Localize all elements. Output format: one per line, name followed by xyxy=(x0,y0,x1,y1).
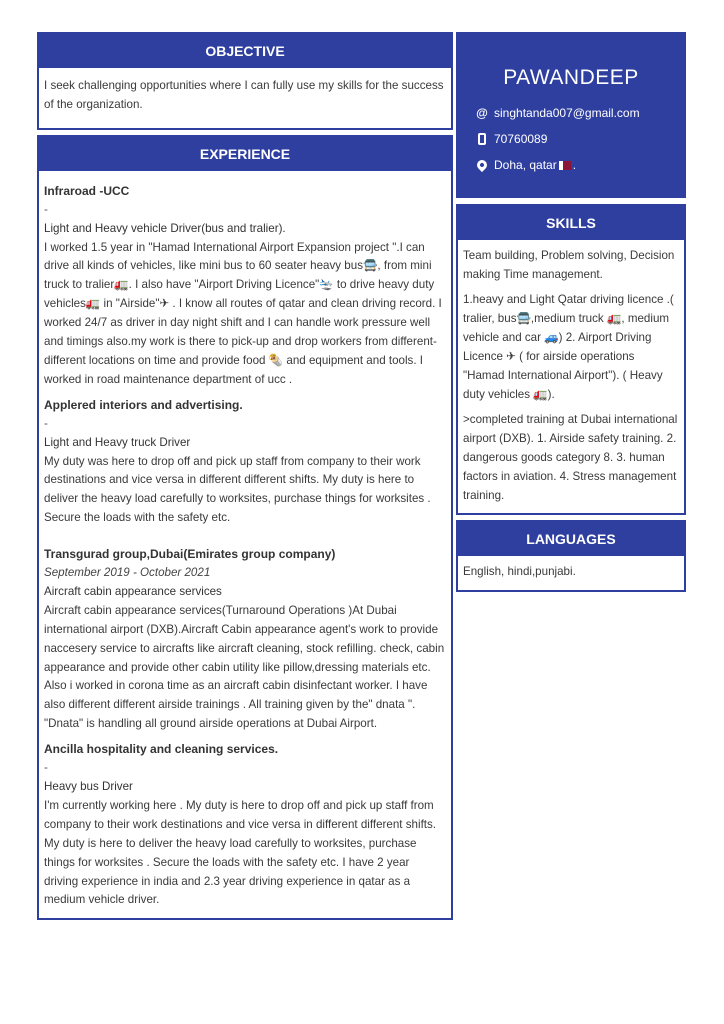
skills-heading: SKILLS xyxy=(458,206,684,240)
job-entry xyxy=(44,740,445,910)
languages-text: English, hindi,punjabi. xyxy=(463,565,576,578)
experience-heading: EXPERIENCE xyxy=(39,137,451,171)
profile-card xyxy=(456,32,686,198)
skills-section xyxy=(456,204,686,515)
left-column xyxy=(37,32,453,925)
job-role: Heavy bus Driver xyxy=(44,780,133,793)
email-text[interactable]: singhtanda007@gmail.com xyxy=(494,106,640,120)
location-row xyxy=(474,152,686,178)
job-entry xyxy=(44,182,445,390)
job-company: Ancilla hospitality and cleaning services. xyxy=(44,742,279,757)
at-icon: @ xyxy=(476,106,488,120)
skill-paragraph: Team building, Problem solving, Decision making Time management. xyxy=(463,249,675,281)
job-description: Aircraft cabin appearance services(Turnaround Operations )At Dubai international airport (DXB).Aircraft Cabin appearance agent's work to provide naccesery service to aircrafts like aircraft cleaning, stock refilling. check, cabin appearance and provide other cabin utility like pillow,dressing materials etc. Also i worked in corona time as an aircraft cabin disinfectant worker. I have also different different airside trainings . All training given by the" dnata ". "Dnata" is handling all ground airside operations at Dubai Airport. xyxy=(44,603,445,731)
phone-row xyxy=(474,126,686,152)
skills-body xyxy=(458,240,684,513)
job-entry xyxy=(44,545,445,734)
email-row xyxy=(474,100,686,126)
job-date: - xyxy=(44,202,48,216)
objective-section xyxy=(37,32,453,130)
objective-heading: OBJECTIVE xyxy=(39,34,451,68)
job-company: Transgurad group,Dubai(Emirates group company) xyxy=(44,547,336,562)
job-company: Applered interiors and advertising. xyxy=(44,397,243,412)
location-suffix: . xyxy=(572,158,577,172)
qatar-flag-icon xyxy=(559,161,571,170)
job-role: Light and Heavy vehicle Driver(bus and tralier). xyxy=(44,221,286,235)
job-role: Aircraft cabin appearance services xyxy=(44,584,222,598)
job-date: - xyxy=(44,416,48,430)
languages-section xyxy=(456,520,686,592)
profile-name: PAWANDEEP xyxy=(503,66,639,89)
location-pin-icon xyxy=(474,160,490,170)
location-text: Doha, qatar xyxy=(494,158,557,172)
objective-text: I seek challenging opportunities where I can fully use my skills for the success of the organization. xyxy=(44,79,444,111)
languages-heading: LANGUAGES xyxy=(458,522,684,556)
job-date: - xyxy=(44,761,48,775)
spacer xyxy=(44,528,445,542)
experience-section xyxy=(37,135,453,921)
right-column xyxy=(456,32,686,597)
job-description: I'm currently working here . My duty is here to drop off and pick up staff from company to their work destinations and vice versa in different different shifts. My duty is here to deliver the heavy load carefully to worksites, purchase things for worksites . Secure the loads with the safety etc. I have 2 year driving experience in india and 2.3 year driving experience in qatar as a medium vehicle driver. xyxy=(44,798,437,907)
job-role: Light and Heavy truck Driver xyxy=(44,435,191,449)
skill-paragraph: >completed training at Dubai international airport (DXB). 1. Airside safety training. 2. dangerous goods category 8. 3. human factors in aviation. 4. Stress management training. xyxy=(463,413,678,502)
experience-body xyxy=(39,171,451,919)
job-description: My duty was here to drop off and pick up staff from company to their work destinations and vice versa in different different shifts. My duty is here to deliver the heavy load carefully to worksites, purchase things for worksites . Secure the loads with the safety etc. xyxy=(44,454,431,525)
job-description: I worked 1.5 year in "Hamad International Airport Expansion project ".I can drive all kinds of vehicles, like mini bus to 60 seater heavy bus🚍, from mini truck to tralier🚛. I also have "Airport Driving Licence"🛬 to drive heavy duty vehicles🚛 in "Airside"✈ . I know all routes of qatar and clean driving record. I worked 24/7 as driver in day night shift and I can handle work pressure well and timings also.my work is there to pick-up and drop workers from different-different locations on time and provide food 🌯 and equipment and tools. I worked in road maintenance department of ucc . xyxy=(44,240,442,386)
phone-text: 70760089 xyxy=(494,132,548,146)
phone-icon xyxy=(474,133,490,145)
job-entry xyxy=(44,396,445,528)
job-company: Infraroad -UCC xyxy=(44,183,130,198)
skill-paragraph: 1.heavy and Light Qatar driving licence .( tralier, bus🚍,medium truck 🚛, medium vehicle and car 🚙) 2. Airport Driving Licence ✈ ( for airside operations "Hamad International Airport"). ( Heavy duty vehicles 🚛). xyxy=(463,293,674,401)
job-date: September 2019 - October 2021 xyxy=(44,566,211,580)
